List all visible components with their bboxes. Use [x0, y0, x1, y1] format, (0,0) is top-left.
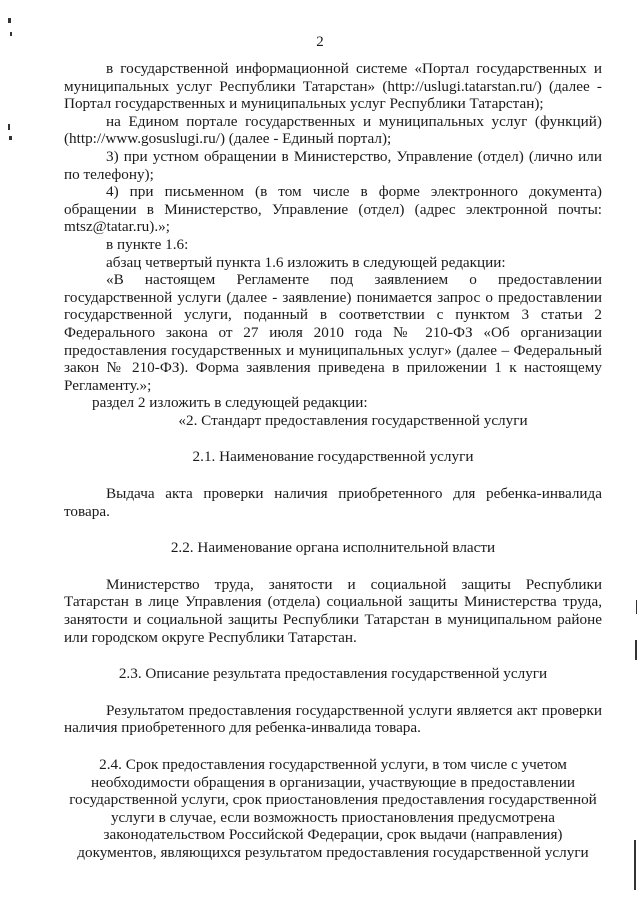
paragraph: абзац четвертый пункта 1.6 изложить в следующей редакции: [106, 253, 506, 271]
scan-mark [636, 600, 637, 614]
section-text: Выдача акта проверки наличия приобретенного для ребенка-инвалида товара. [64, 485, 602, 520]
scan-mark [9, 136, 12, 140]
heading-line: документов, являющихся результатом предоставления государственной услуги [77, 843, 589, 861]
paragraph: на Едином портале государственных и муниципальных услуг (функций) (http://www.gosuslugi.ru/) (далее - Единый портал); [64, 112, 602, 148]
paragraph: раздел 2 изложить в следующей редакции: [92, 394, 368, 412]
heading-line: услуги в случае, если возможность приостановления предусмотрена [110, 808, 556, 826]
scan-mark [635, 640, 637, 660]
section-heading-block [64, 756, 602, 862]
scan-mark [634, 840, 636, 890]
paragraph: 3) при устном обращении в Министерство, Управление (отдел) (лично или по телефону); [64, 147, 602, 183]
heading-line: необходимости обращения в организации, участвующие в предоставлении [91, 773, 575, 791]
section-title: «2. Стандарт предоставления государственной услуги [178, 411, 528, 429]
heading-line: государственной услуги, срок приостановления предоставления государственной [69, 791, 597, 809]
scan-mark [8, 124, 10, 130]
heading-line: 2.4. Срок предоставления государственной услуги, в том числе с учетом [99, 756, 567, 773]
document-body [64, 60, 602, 862]
paragraph: в государственной информационной системе «Портал государственных и муниципальных услуг Республики Татарстан» (http://uslugi.tatarstan.ru/) (далее - Портал государственных и муниципальных услуг Республики Татарстан); [64, 60, 602, 113]
section-heading: 2.3. Описание результата предоставления государственной услуги [118, 665, 548, 683]
heading-line: законодательством Российской Федерации, срок выдачи (направления) [103, 826, 563, 844]
scan-mark [8, 18, 11, 23]
paragraph: в пункте 1.6: [106, 235, 189, 253]
paragraph: 4) при письменном (в том числе в форме электронного документа) обращении в Министерство, Управление (отдел) (адрес электронной почты: mtsz@tatar.ru).»; [64, 183, 602, 236]
section-text: Министерство труда, занятости и социальной защиты Республики Татарстан в лице Управления (отдела) социальной защиты Министерства труда, занятости и социальной защиты Республики Татарстан в муниципальном районе или городском округе Республики Татарстан. [64, 575, 602, 646]
paragraph: «В настоящем Регламенте под заявлением о предоставлении государственной услуги (далее - заявление) понимается запрос о предоставлении государственной услуги, поданный в соответствии с пунктом 3 статьи 2 Федерального закона от 27 июля 2010 года № 210-ФЗ «Об организации предоставления государственных и муниципальных услуг» (далее – Федеральный закон № 210-ФЗ). Форма заявления приведена в приложении 1 к настоящему Регламенту.»; [64, 271, 602, 394]
section-heading: 2.2. Наименование органа исполнительной власти [170, 539, 496, 557]
section-heading: 2.1. Наименование государственной услуги [192, 448, 474, 466]
page-number: 2 [316, 34, 324, 50]
section-text: Результатом предоставления государственной услуги является акт проверки наличия приобретенного для ребенка-инвалида товара. [64, 701, 602, 737]
